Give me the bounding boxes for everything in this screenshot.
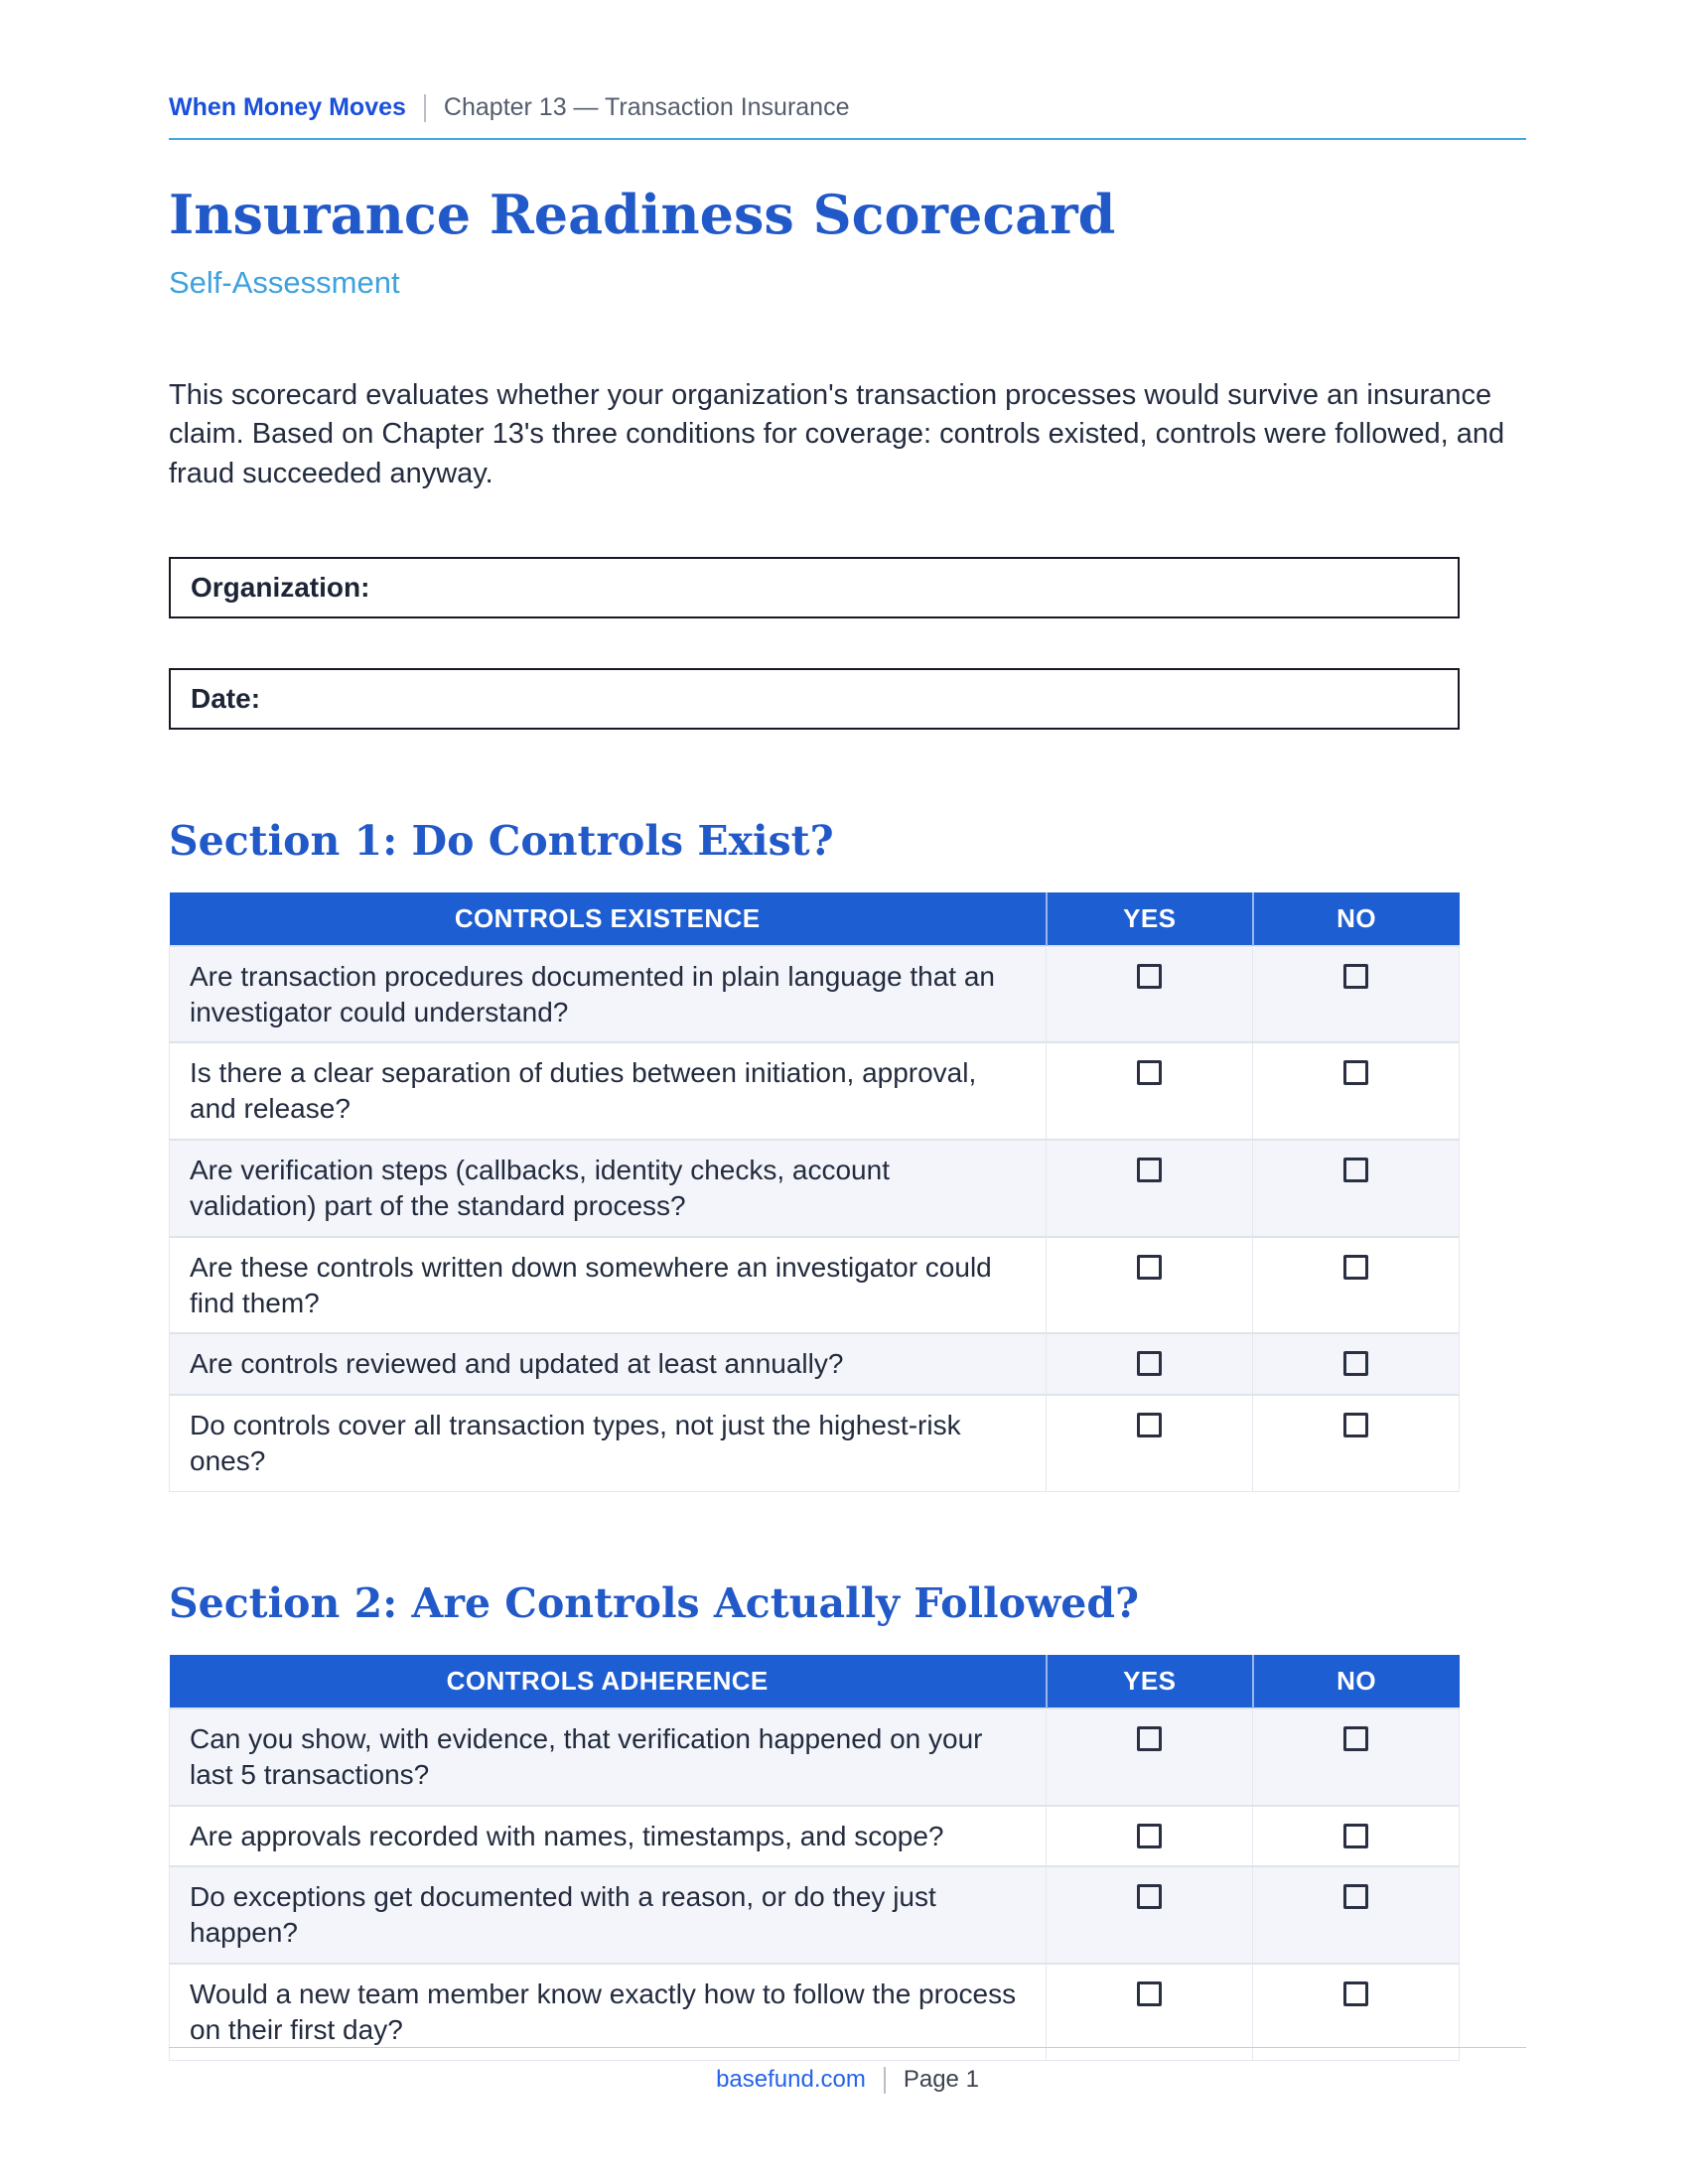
question-cell: Are approvals recorded with names, timestamps, and scope? [170,1806,1047,1867]
question-cell: Do exceptions get documented with a reason, or do they just happen? [170,1866,1047,1964]
no-cell [1253,1042,1460,1140]
question-cell: Would a new team member know exactly how to follow the process on their first day? [170,1964,1047,2060]
no-cell [1253,1964,1460,2060]
brand-name: When Money Moves [169,93,406,121]
table-row [170,1140,1460,1237]
table-row [170,1964,1460,2060]
no-checkbox[interactable] [1343,1413,1368,1437]
page-title: Insurance Readiness Scorecard [169,183,1116,246]
column-header-criteria: CONTROLS EXISTENCE [170,892,1047,946]
page-header [169,0,1526,140]
footer-page-number: Page 1 [903,2066,979,2093]
no-checkbox[interactable] [1343,1158,1368,1182]
yes-checkbox[interactable] [1137,1726,1162,1751]
question-cell: Can you show, with evidence, that verification happened on your last 5 transactions? [170,1708,1047,1806]
yes-cell [1047,1237,1253,1334]
column-header-no: NO [1253,892,1460,946]
footer-site-link[interactable]: basefund.com [716,2066,866,2093]
yes-cell [1047,1140,1253,1237]
intro-paragraph: This scorecard evaluates whether your organization's transaction processes would survive an insurance claim. Based on Chapter 13's three conditions for coverage: controls existed, controls were followed, and fraud succeeded anyway. [169,379,1505,489]
no-cell [1253,1866,1460,1964]
question-cell: Are controls reviewed and updated at least annually? [170,1333,1047,1395]
no-checkbox[interactable] [1343,1726,1368,1751]
yes-cell [1047,1042,1253,1140]
no-checkbox[interactable] [1343,1824,1368,1848]
no-cell [1253,1333,1460,1395]
column-header-criteria: CONTROLS ADHERENCE [170,1655,1047,1708]
column-header-yes: YES [1047,892,1253,946]
yes-checkbox[interactable] [1137,1824,1162,1848]
yes-checkbox[interactable] [1137,1060,1162,1085]
yes-cell [1047,1395,1253,1491]
table-row [170,1042,1460,1140]
organization-label: Organization: [191,571,370,603]
chapter-label: Chapter 13 — Transaction Insurance [443,93,850,121]
question-cell: Is there a clear separation of duties between initiation, approval, and release? [170,1042,1047,1140]
yes-cell [1047,1708,1253,1806]
table-header-row [170,1655,1460,1708]
date-label: Date: [191,682,261,714]
page-content [169,0,1526,2061]
no-checkbox[interactable] [1343,1060,1368,1085]
section-2-table [169,1655,1460,2061]
no-cell [1253,1237,1460,1334]
no-cell [1253,1708,1460,1806]
yes-checkbox[interactable] [1137,1351,1162,1376]
date-field[interactable] [169,668,1460,730]
yes-cell [1047,1806,1253,1867]
no-cell [1253,1395,1460,1491]
no-checkbox[interactable] [1343,964,1368,989]
section-2-heading: Section 2: Are Controls Actually Followed? [169,1578,1140,1627]
yes-checkbox[interactable] [1137,1255,1162,1280]
question-cell: Are transaction procedures documented in plain language that an investigator could understand? [170,946,1047,1043]
section-2-table-head [170,1655,1460,1708]
yes-cell [1047,1964,1253,2060]
no-checkbox[interactable] [1343,1981,1368,2006]
yes-checkbox[interactable] [1137,1981,1162,2006]
no-cell [1253,946,1460,1043]
table-row [170,1395,1460,1491]
table-row [170,1708,1460,1806]
page-footer [169,2047,1526,2094]
column-header-no: NO [1253,1655,1460,1708]
table-row [170,1866,1460,1964]
page-subtitle: Self-Assessment [169,265,400,301]
yes-checkbox[interactable] [1137,1413,1162,1437]
section-1-heading: Section 1: Do Controls Exist? [169,816,834,865]
yes-cell [1047,946,1253,1043]
question-cell: Are verification steps (callbacks, identity checks, account validation) part of the standard process? [170,1140,1047,1237]
table-row [170,946,1460,1043]
yes-cell [1047,1866,1253,1964]
table-header-row [170,892,1460,946]
section-1-table [169,892,1460,1492]
footer-content [169,2048,1526,2094]
yes-checkbox[interactable] [1137,964,1162,989]
footer-divider [884,2067,886,2094]
question-cell: Do controls cover all transaction types, not just the highest-risk ones? [170,1395,1047,1491]
no-checkbox[interactable] [1343,1884,1368,1909]
column-header-yes: YES [1047,1655,1253,1708]
yes-checkbox[interactable] [1137,1884,1162,1909]
table-row [170,1806,1460,1867]
organization-field[interactable] [169,557,1460,618]
no-cell [1253,1140,1460,1237]
table-row [170,1333,1460,1395]
section-1-table-head [170,892,1460,946]
no-checkbox[interactable] [1343,1351,1368,1376]
question-cell: Are these controls written down somewhere an investigator could find them? [170,1237,1047,1334]
yes-cell [1047,1333,1253,1395]
no-cell [1253,1806,1460,1867]
table-row [170,1237,1460,1334]
yes-checkbox[interactable] [1137,1158,1162,1182]
header-divider [424,94,426,122]
no-checkbox[interactable] [1343,1255,1368,1280]
